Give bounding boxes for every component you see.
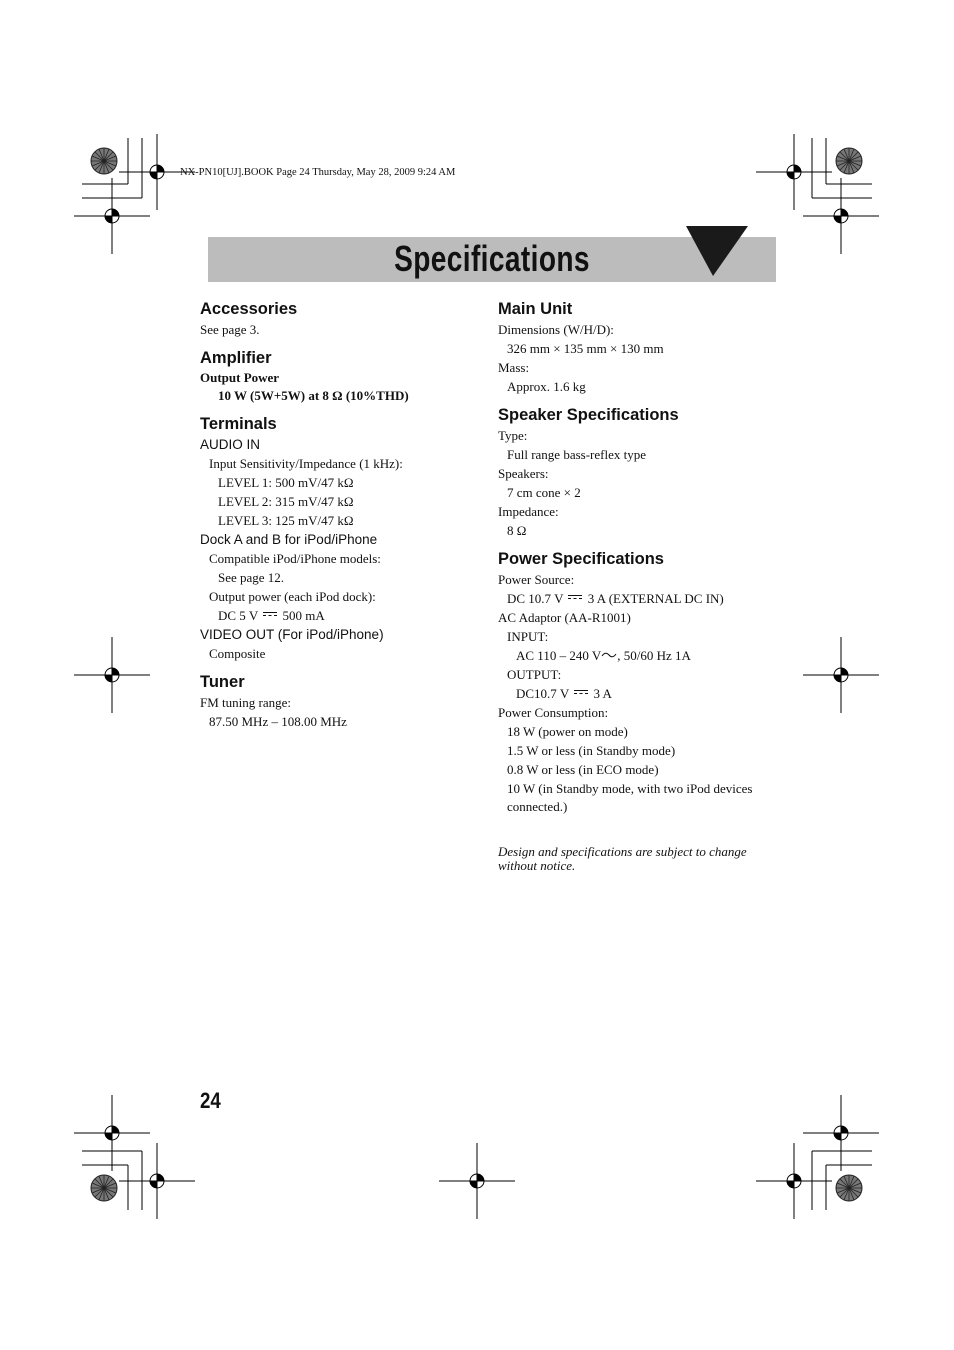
dimensions-value: 326 mm × 135 mm × 130 mm xyxy=(507,341,664,356)
disclaimer-note-line1: Design and specifications are subject to change xyxy=(498,844,747,859)
fm-range-value: 87.50 MHz – 108.00 MHz xyxy=(209,714,347,729)
level-3: LEVEL 3: 125 mV/47 kΩ xyxy=(218,513,354,528)
speaker-type-value: Full range bass-reflex type xyxy=(507,447,646,462)
dock-output-power-value xyxy=(200,606,500,625)
consumption-standby-ipod-cont: connected.) xyxy=(507,799,568,814)
level-1: LEVEL 1: 500 mV/47 kΩ xyxy=(218,475,354,490)
right-column xyxy=(498,298,798,873)
ac-adaptor-label: AC Adaptor (AA-R1001) xyxy=(498,610,631,625)
dc-symbol-icon xyxy=(263,611,277,619)
consumption-power-on: 18 W (power on mode) xyxy=(507,724,628,739)
video-out-label: VIDEO OUT (For iPod/iPhone) xyxy=(200,627,384,642)
fm-range-label: FM tuning range: xyxy=(200,695,291,710)
compatible-models-label: Compatible iPod/iPhone models: xyxy=(209,551,381,566)
input-frequency: , 50/60 Hz 1A xyxy=(617,648,691,663)
section-heading-power: Power Specifications xyxy=(498,550,664,568)
input-value xyxy=(498,646,798,665)
mass-value: Approx. 1.6 kg xyxy=(507,379,586,394)
dock-label: Dock A and B for iPod/iPhone xyxy=(200,532,378,547)
dock-output-power-label: Output power (each iPod dock): xyxy=(209,589,376,604)
power-source-value xyxy=(498,589,798,608)
section-heading-amplifier: Amplifier xyxy=(200,349,272,367)
page-number: 24 xyxy=(200,1088,221,1113)
impedance-value: 8 Ω xyxy=(507,523,527,538)
input-sensitivity-label: Input Sensitivity/Impedance (1 kHz): xyxy=(209,456,403,471)
speakers-value: 7 cm cone × 2 xyxy=(507,485,581,500)
section-heading-tuner: Tuner xyxy=(200,673,245,691)
accessories-text: See page 3. xyxy=(200,322,260,337)
dc-voltage: DC 5 V xyxy=(218,608,258,623)
consumption-standby: 1.5 W or less (in Standby mode) xyxy=(507,743,676,758)
section-heading-accessories: Accessories xyxy=(200,300,298,318)
triangle-icon xyxy=(686,226,750,278)
speaker-type-label: Type: xyxy=(498,428,528,443)
speakers-label: Speakers: xyxy=(498,466,549,481)
consumption-eco: 0.8 W or less (in ECO mode) xyxy=(507,762,659,777)
output-label: OUTPUT: xyxy=(507,667,562,682)
see-page-12: See page 12. xyxy=(218,570,285,585)
mass-label: Mass: xyxy=(498,360,530,375)
left-column xyxy=(200,298,500,731)
power-source-voltage: DC 10.7 V xyxy=(507,591,564,606)
power-source-label: Power Source: xyxy=(498,572,575,587)
dc-symbol-icon xyxy=(574,689,588,697)
amplifier-output-value: 10 W (5W+5W) at 8 Ω (10%THD) xyxy=(218,388,409,403)
impedance-label: Impedance: xyxy=(498,504,559,519)
disclaimer-note-line2: without notice. xyxy=(498,858,576,873)
consumption-standby-ipod: 10 W (in Standby mode, with two iPod devices xyxy=(507,781,753,796)
dc-symbol-icon xyxy=(568,594,582,602)
section-heading-speaker: Speaker Specifications xyxy=(498,406,679,424)
output-voltage: DC10.7 V xyxy=(516,686,569,701)
section-heading-main-unit: Main Unit xyxy=(498,300,573,318)
input-label: INPUT: xyxy=(507,629,549,644)
level-2: LEVEL 2: 315 mV/47 kΩ xyxy=(218,494,354,509)
input-voltage: AC 110 – 240 V xyxy=(516,648,602,663)
amplifier-output-label: Output Power xyxy=(200,370,280,385)
power-consumption-label: Power Consumption: xyxy=(498,705,609,720)
composite-value: Composite xyxy=(209,646,266,661)
power-source-current: 3 A (EXTERNAL DC IN) xyxy=(587,591,724,606)
dimensions-label: Dimensions (W/H/D): xyxy=(498,322,614,337)
section-heading-terminals: Terminals xyxy=(200,415,277,433)
page-title: Specifications xyxy=(394,238,590,279)
audio-in-label: AUDIO IN xyxy=(200,437,261,452)
output-value xyxy=(498,684,798,703)
dc-current: 500 mA xyxy=(282,608,325,623)
output-current: 3 A xyxy=(593,686,612,701)
print-header: NX-PN10[UJ].BOOK Page 24 Thursday, May 28, 2009 9:24 AM xyxy=(180,167,456,178)
ac-symbol-icon xyxy=(601,651,617,659)
